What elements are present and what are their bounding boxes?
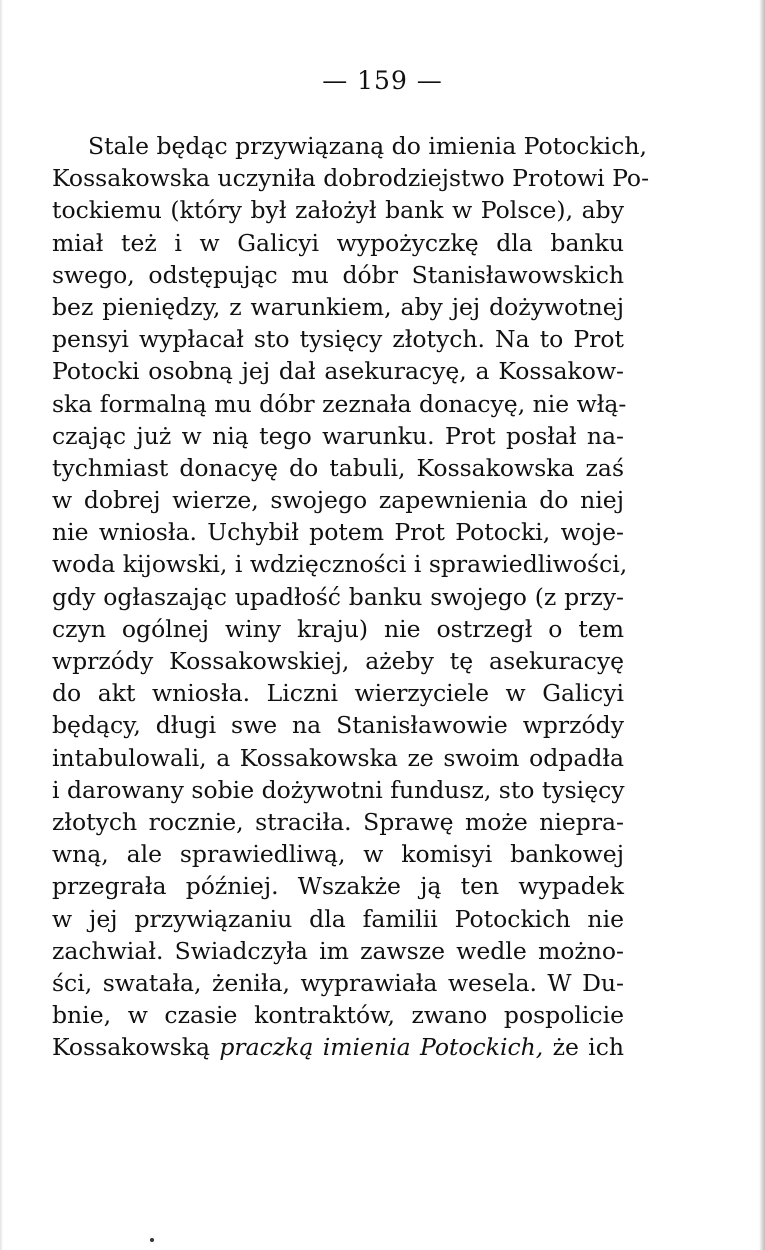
text-line-last xyxy=(52,1031,624,1063)
text-line: złotych rocznie, straciła. Sprawę może niepra- xyxy=(52,807,624,836)
text-line: Kossakowska uczyniła dobrodziejstwo Protowi Po- xyxy=(52,164,650,193)
body-text xyxy=(52,130,650,1063)
text-line: bez pieniędzy, z warunkiem, aby jej dożywotnej xyxy=(52,292,624,321)
text-line: bnie, w czasie kontraktów, zwano pospolicie xyxy=(52,1001,624,1030)
text-line: w jej przywiązaniu dla familii Potockich nie xyxy=(52,904,624,933)
text-line: Potocki osobną jej dał asekuracyę, a Kossakow- xyxy=(52,357,624,386)
print-speck xyxy=(150,1238,154,1242)
text-line: ska formalną mu dóbr zeznała donacyę, nie włą- xyxy=(52,389,627,418)
text-line: ści, swatała, żeniła, wyprawiała wesela. W Du- xyxy=(52,968,624,997)
text-line: miał też i w Galicyi wypożyczkę dla banku xyxy=(52,228,624,257)
text-line: tockiemu (który był założył bank w Polsce), aby xyxy=(52,196,624,225)
text-run: Kossakowską xyxy=(52,1033,220,1062)
text-line: pensyi wypłacał sto tysięcy złotych. Na to Prot xyxy=(52,325,624,354)
text-line: wną, ale sprawiedliwą, w komisyi bankowej xyxy=(52,840,624,869)
text-line: swego, odstępując mu dóbr Stanisławowskich xyxy=(52,260,624,289)
text-line: i darowany sobie dożywotni fundusz, sto tysięcy xyxy=(52,775,625,804)
text-line: będący, długi swe na Stanisławowie wprzódy xyxy=(52,711,624,740)
text-line: wprzódy Kossakowskiej, ażeby tę asekuracyę xyxy=(52,647,624,675)
text-line: do akt wniosła. Liczni wierzyciele w Galicyi xyxy=(52,679,624,708)
text-run: że ich xyxy=(543,1033,624,1062)
text-line: przegrała później. Wszakże ją ten wypadek xyxy=(52,872,624,901)
text-line: woda kijowski, i wdzięczności i sprawiedliwości, xyxy=(52,550,628,579)
italic-phrase: praczką imienia Potockich, xyxy=(219,1033,544,1062)
text-line: zachwiał. Swiadczyła im zawsze wedle możno- xyxy=(52,936,624,965)
text-line: czyn ogólnej winy kraju) nie ostrzegł o tem xyxy=(52,614,624,643)
page-edge-right xyxy=(759,0,765,1250)
text-line: nie wniosła. Uchybił potem Prot Potocki, woje- xyxy=(52,518,624,547)
page-edge-left xyxy=(0,0,3,1250)
text-line: Stale będąc przywiązaną do imienia Potockich, xyxy=(88,132,647,160)
text-line: gdy ogłaszając upadłość banku swojego (z przy- xyxy=(52,582,624,611)
text-line: w dobrej wierze, swojego zapewnienia do niej xyxy=(52,486,624,515)
text-line: tychmiast donacyę do tabuli, Kossakowska zaś xyxy=(52,453,624,482)
page-number: — 159 — xyxy=(322,66,443,95)
text-line: intabulowali, a Kossakowska ze swoim odpadła xyxy=(52,743,624,772)
text-line: czając już w nią tego warunku. Prot posłał na- xyxy=(52,421,624,450)
